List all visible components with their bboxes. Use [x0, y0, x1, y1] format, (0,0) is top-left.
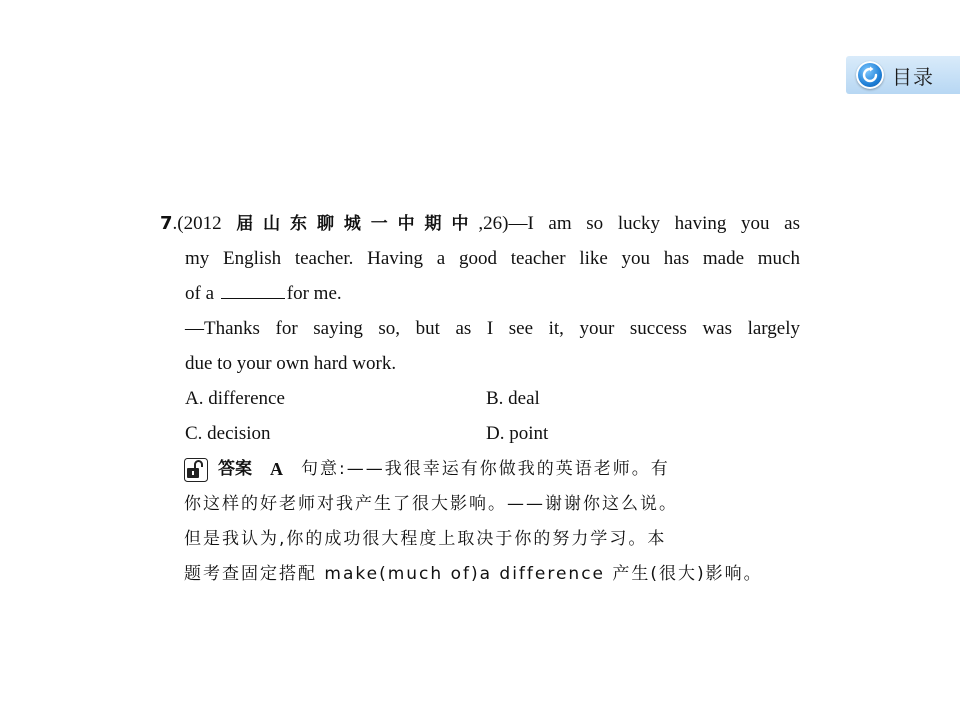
- answer-block: [184, 452, 800, 592]
- toc-label: 目录: [892, 64, 934, 89]
- options-row-2: [160, 416, 800, 451]
- answer-line-4: 题考查固定搭配 make(much of)a difference 产生(很大)影响。: [184, 564, 763, 584]
- question-source: 届山东聊城一中期中: [236, 214, 479, 234]
- question-line-3: [160, 276, 800, 311]
- question-text-3b: for me.: [286, 283, 342, 304]
- refresh-arrow-icon: [856, 61, 884, 89]
- options-row-1: [160, 381, 800, 416]
- answer-line-2: 你这样的好老师对我产生了很大影响。——谢谢你这么说。: [184, 494, 678, 514]
- question-line-5: due to your own hard work.: [185, 353, 397, 374]
- answer-line-1: [184, 452, 800, 487]
- question-line-1: [160, 206, 800, 241]
- option-d: D. point: [486, 423, 549, 444]
- answer-line-3: 但是我认为,你的成功很大程度上取决于你的努力学习。本: [184, 529, 667, 549]
- question-source-open: .(2012: [172, 213, 237, 234]
- answer-text-1: 句意:——我很幸运有你做我的英语老师。有: [301, 459, 670, 479]
- toc-button[interactable]: [846, 56, 960, 94]
- question-text-1: —I am so lucky having you as: [508, 213, 801, 234]
- question-line-4: —Thanks for saying so, but as I see it, your success was largely: [185, 318, 800, 339]
- question-number: 7: [160, 213, 173, 234]
- option-b: B. deal: [486, 388, 540, 409]
- question-line-2: my English teacher. Having a good teacher like you has made much: [185, 248, 800, 269]
- question-text-3a: of a: [185, 283, 219, 304]
- answer-label: 答案: [218, 459, 252, 479]
- option-c: C. decision: [185, 423, 271, 444]
- option-a: A. difference: [185, 388, 285, 409]
- answer-letter: A: [270, 459, 283, 479]
- answer-blank: [221, 280, 285, 299]
- unlock-icon: [184, 458, 208, 482]
- question-block: [160, 206, 800, 451]
- question-source-close: ,26): [478, 213, 509, 234]
